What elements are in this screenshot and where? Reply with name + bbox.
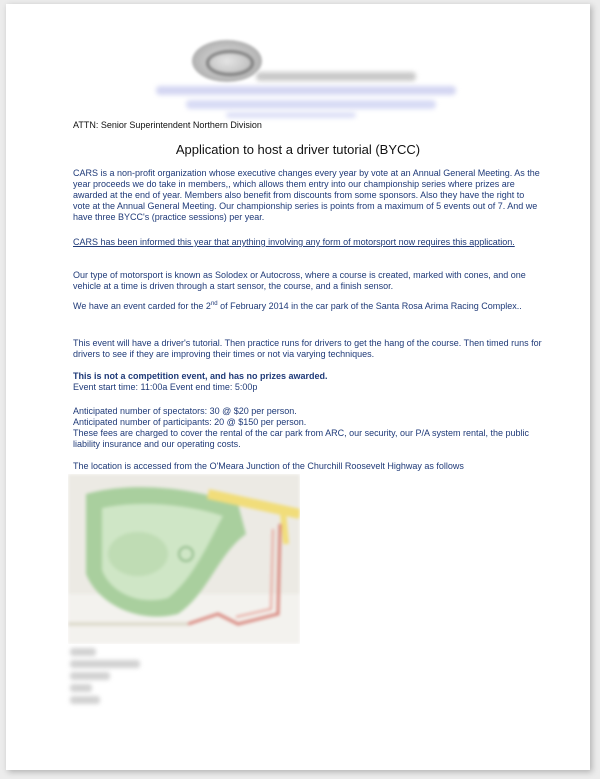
club-logo-icon — [192, 40, 262, 82]
event-date-text-start: We have an event carded for the 2 — [73, 301, 211, 311]
event-date-text-end: of February 2014 in the car park of the Santa Rosa Arima Racing Complex.. — [217, 301, 522, 311]
spectators-line: Anticipated number of spectators: 30 @ $20 per person. — [73, 406, 297, 416]
letterhead-blur-line — [226, 112, 356, 118]
paragraph-location: The location is accessed from the O'Meara Junction of the Churchill Roosevelt Highway as follows — [73, 461, 464, 471]
location-map — [68, 474, 300, 644]
document-title: Application to host a driver tutorial (BYCC) — [175, 142, 421, 157]
non-competition-notice: This is not a competition event, and has no prizes awarded. — [73, 371, 328, 381]
attention-line: ATTN: Senior Superintendent Northern Division — [73, 120, 262, 130]
letterhead-blur-line — [186, 100, 436, 109]
footer-blurred-text — [70, 648, 150, 708]
letterhead-blur-line — [156, 86, 456, 95]
paragraph-event-date — [73, 301, 543, 312]
event-times: Event start time: 11:00a Event end time: 5:00p — [73, 382, 258, 392]
paragraph-about-cars: CARS is a non-profit organization whose executive changes every year by vote at an Annual General Meeting. As the year proceeds we do take in members,, which allows them entry into our championship series where prizes are awarded at the end of year. Members also benefit from discounts from some sponsors. Also they have the right to vote at the Annual General Meeting. Our championship series is points from a maximum of 5 events out of 7. And we have three BYCC's (practice sessions) per year. — [73, 168, 540, 222]
fees-explanation: These fees are charged to cover the rental of the car park from ARC, our security, our P/A system rental, the public liability insurance and our operating costs. — [73, 428, 530, 449]
paragraph-motorsport-type: Our type of motorsport is known as Solodex or Autocross, where a course is created, marked with cones, and one vehicle at a time is driven through a start sensor, the course, and a finish sensor. — [73, 270, 526, 291]
paragraph-attendance-fees — [73, 406, 543, 450]
letterhead-blur-line — [256, 72, 416, 81]
paragraph-tutorial-description: This event will have a driver's tutorial. Then practice runs for drivers to get the hang of the course. Then timed runs for drivers to see if they are improving their times or not via varying techniques. — [73, 338, 542, 359]
paragraph-application-notice: CARS has been informed this year that anything involving any form of motorsport now requires this application. — [73, 237, 515, 247]
participants-line: Anticipated number of participants: 20 @ $150 per person. — [73, 417, 307, 427]
date-ordinal-suffix: nd — [210, 301, 218, 307]
document-page — [6, 4, 590, 770]
letterhead-logo — [146, 32, 466, 112]
location-map-image — [68, 474, 300, 644]
paragraph-event-times — [73, 371, 543, 393]
